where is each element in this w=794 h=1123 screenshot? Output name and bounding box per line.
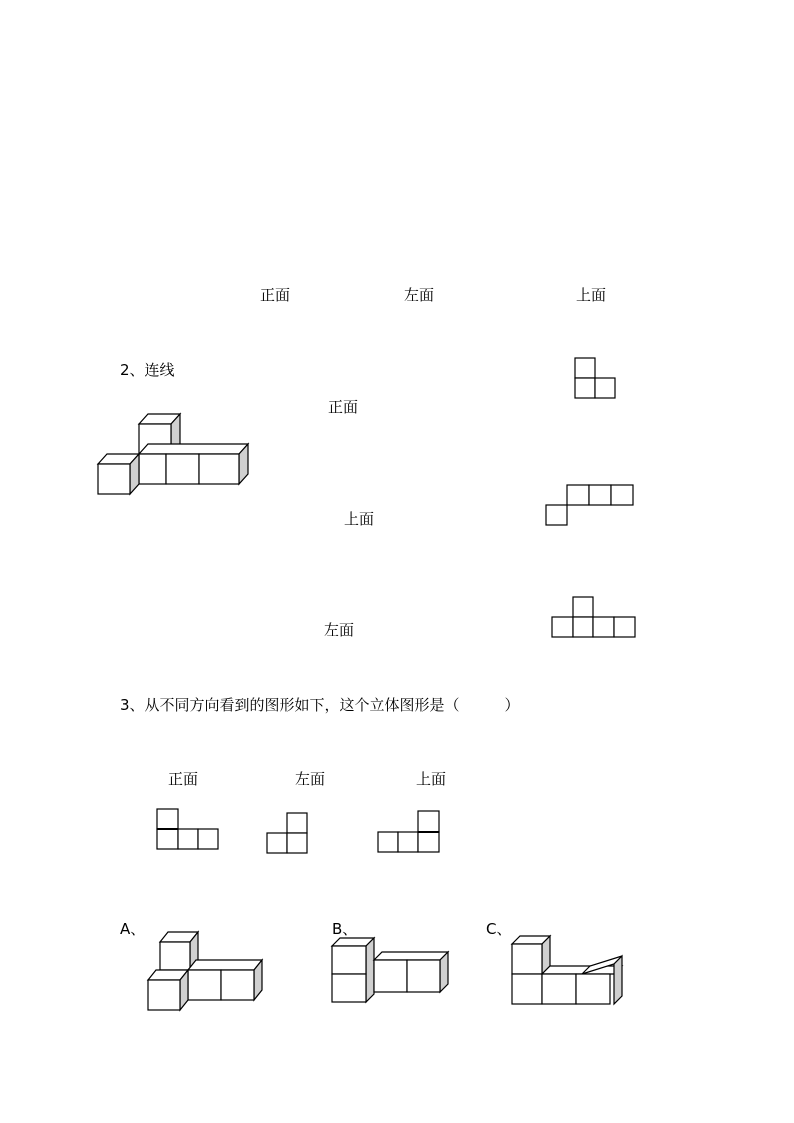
label-top: 上面 (576, 286, 607, 304)
option-a-label: A、 (120, 920, 146, 938)
q2-view-c (551, 596, 637, 638)
q2-label-left: 左面 (324, 621, 355, 639)
option-c-figure (510, 932, 630, 1008)
option-a-figure (140, 926, 268, 1016)
q3-title: 3、从不同方向看到的图形如下，这个立体图形是（ ） (120, 696, 520, 714)
q3-label-top: 上面 (416, 770, 447, 788)
label-left: 左面 (404, 286, 435, 304)
option-b-figure (330, 932, 452, 1006)
q3-front-view (156, 808, 220, 851)
q3-left-view (266, 812, 309, 855)
q3-label-front: 正面 (168, 770, 199, 788)
q3-label-left: 左面 (295, 770, 326, 788)
q2-view-a (574, 357, 616, 399)
option-b-label: B、 (332, 920, 358, 938)
q2-solid-figure (90, 408, 250, 500)
q2-label-front: 正面 (328, 398, 359, 416)
q3-top-view (377, 810, 441, 854)
option-c-label: C、 (486, 920, 512, 938)
q2-label-top: 上面 (344, 510, 375, 528)
q2-view-b (545, 484, 637, 527)
label-front: 正面 (260, 286, 291, 304)
q2-title: 2、连线 (120, 361, 175, 379)
